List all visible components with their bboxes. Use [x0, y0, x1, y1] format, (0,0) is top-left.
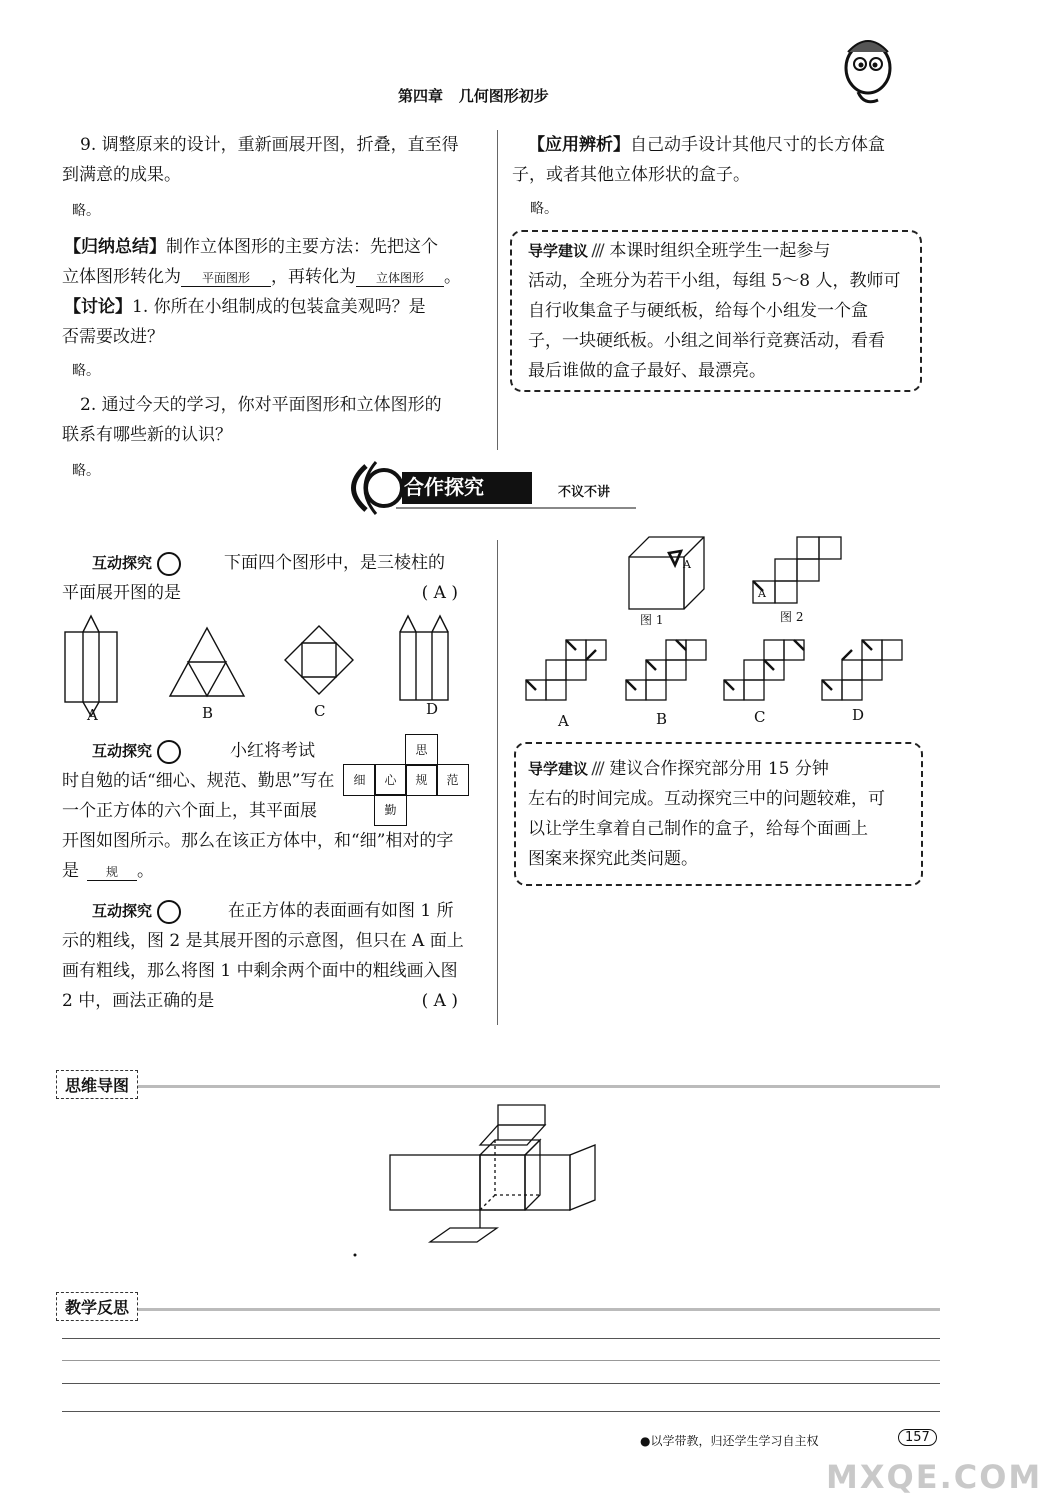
guide-box-1	[510, 230, 922, 392]
option-label-d: D	[852, 706, 865, 724]
question-2-line1: 2. 通过今天的学习，你对平面图形和立体图形的	[80, 395, 442, 415]
summary-text-b: ，再转化为	[271, 267, 356, 287]
explore-2-blank: 规	[87, 864, 137, 881]
page-header	[398, 85, 549, 106]
summary-text-c: 。	[444, 267, 461, 287]
summary-line2	[62, 262, 482, 292]
explore-1	[62, 548, 482, 608]
explore-3-tag: 互动探究	[92, 902, 153, 920]
circle-icon	[157, 900, 181, 924]
cube-net	[343, 734, 467, 826]
mindmap-title: 思维导图	[56, 1070, 138, 1099]
option-label-c: C	[754, 708, 766, 726]
option-label-b: B	[656, 710, 668, 728]
answer-omitted: 略。	[72, 203, 100, 219]
guide-text-3: 以让学生拿着自己制作的盒子，给每个面画上	[528, 819, 868, 839]
explore-3	[62, 896, 482, 1016]
page-number: 157	[898, 1429, 937, 1446]
coop-subtitle: 不议不讲	[558, 485, 611, 500]
option-label-a: A	[558, 712, 569, 730]
option-label-c: C	[314, 702, 326, 720]
coop-title: 合作探究	[404, 475, 484, 499]
summary-text: 制作立体图形的主要方法：先把这个	[166, 237, 438, 257]
explore-1-tag: 互动探究	[92, 554, 153, 572]
question-2-line2: 联系有哪些新的认识？	[62, 425, 232, 445]
answer-omitted: 略。	[72, 463, 100, 479]
chapter-number: 第四章	[398, 87, 444, 105]
option-label-a: A	[87, 706, 98, 724]
right-top-column	[512, 130, 932, 224]
summary-blank-2: 立体图形	[356, 270, 444, 287]
guide-tag: 导学建议	[528, 242, 589, 260]
summary-blank-1: 平面图形	[181, 270, 271, 287]
explore-3-answer: ( A )	[421, 991, 458, 1011]
guide-text-2: 活动，全班分为若干小组，每组 5～8 人，教师可	[528, 271, 901, 291]
summary-line1	[62, 232, 482, 262]
explore-3-figures	[625, 535, 915, 613]
explore-tag	[62, 548, 212, 578]
mascot-icon	[838, 30, 898, 110]
figure-2-caption: 图 2	[780, 610, 804, 624]
circle-icon	[157, 552, 181, 576]
explore-2-text-4: 开图如图所示。那么在该正方体中，和“细”相对的字	[62, 831, 454, 851]
question-9-line2: 到满意的成果。	[62, 165, 181, 185]
summary-tag: 【归纳总结】	[64, 237, 166, 257]
explore-3-text-3: 画有粗线，那么将图 1 中剩余两个面中的粗线画入图	[62, 961, 458, 981]
explore-1-text-2: 平面展开图的是	[62, 583, 181, 603]
left-top-column	[62, 130, 482, 486]
explore-1-figures	[55, 612, 485, 712]
footer-slogan: ●以学带教，归还学生学习自主权	[640, 1434, 819, 1448]
net-cell: 勤	[374, 794, 407, 826]
guide-text-3: 自行收集盒子与硬纸板，给每个小组发一个盒	[528, 301, 868, 321]
guide-text-4: 图案来探究此类问题。	[528, 849, 698, 869]
face-label: A	[758, 587, 766, 600]
guide-text-2: 左右的时间完成。互动探究三中的问题较难，可	[528, 789, 885, 809]
net-cell: 细	[343, 764, 376, 796]
guide-text-1: 本课时组织全班学生一起参与	[609, 241, 831, 261]
answer-omitted: 略。	[530, 201, 558, 217]
discuss-text: 1. 你所在小组制成的包装盒美观吗？是	[132, 297, 426, 317]
option-net	[526, 640, 606, 700]
question-9-line1: 9. 调整原来的设计，重新画展开图，折叠，直至得	[80, 135, 459, 155]
apply-line2: 子，或者其他立体形状的盒子。	[512, 165, 750, 185]
discuss-tag: 【讨论】	[64, 297, 132, 317]
option-label-d: D	[426, 700, 439, 718]
guide-box-2	[514, 742, 923, 886]
discuss-line1	[62, 292, 482, 322]
explore-2-text-1: 小红将考试	[230, 741, 315, 761]
circle-icon	[157, 740, 181, 764]
guide-tag: 导学建议	[528, 760, 589, 778]
figure-1-caption: 图 1	[640, 613, 664, 627]
explore-2-text-6: 。	[137, 861, 154, 881]
explore-3-options	[520, 632, 915, 710]
net-cell: 范	[436, 764, 469, 796]
mindmap-cube-net	[350, 1100, 650, 1260]
explore-3-text-1: 在正方体的表面画有如图 1 所	[228, 901, 454, 921]
explore-3-text-4: 2 中，画法正确的是	[62, 991, 215, 1011]
slash-icon: ///	[588, 759, 610, 779]
apply-text: 自己动手设计其他尺寸的长方体盒	[630, 135, 885, 155]
explore-1-answer: ( A )	[421, 583, 458, 603]
answer-omitted: 略。	[72, 363, 100, 379]
explore-2-tag: 互动探究	[92, 742, 153, 760]
discuss-line2: 否需要改进？	[62, 327, 164, 347]
slash-icon: ///	[588, 241, 610, 261]
net-cell: 心	[374, 764, 407, 796]
watermark: MXQE.COM	[826, 1458, 1042, 1496]
explore-2-text-5: 是	[62, 861, 79, 881]
guide-text-4: 子，一块硬纸板。小组之间举行竞赛活动，看看	[528, 331, 885, 351]
face-label: A	[683, 558, 691, 571]
summary-text-a: 立体图形转化为	[62, 267, 181, 287]
explore-2-text-3: 一个正方体的六个面上，其平面展	[62, 801, 317, 821]
guide-text-1: 建议合作探究部分用 15 分钟	[609, 759, 829, 779]
reflection-title: 教学反思	[56, 1292, 138, 1321]
explore-2-text-2: 时自勉的话“细心、规范、勤思”写在	[62, 771, 335, 791]
apply-tag: 【应用辨析】	[528, 135, 630, 155]
net-cell: 思	[405, 734, 438, 766]
net-cell: 规	[405, 764, 438, 796]
option-label-b: B	[202, 704, 214, 722]
explore-1-text-1: 下面四个图形中，是三棱柱的	[224, 553, 445, 573]
guide-text-5: 最后谁做的盒子最好、最漂亮。	[528, 361, 766, 381]
chapter-title: 几何图形初步	[458, 87, 549, 105]
explore-3-text-2: 示的粗线，图 2 是其展开图的示意图，但只在 A 面上	[62, 931, 464, 951]
